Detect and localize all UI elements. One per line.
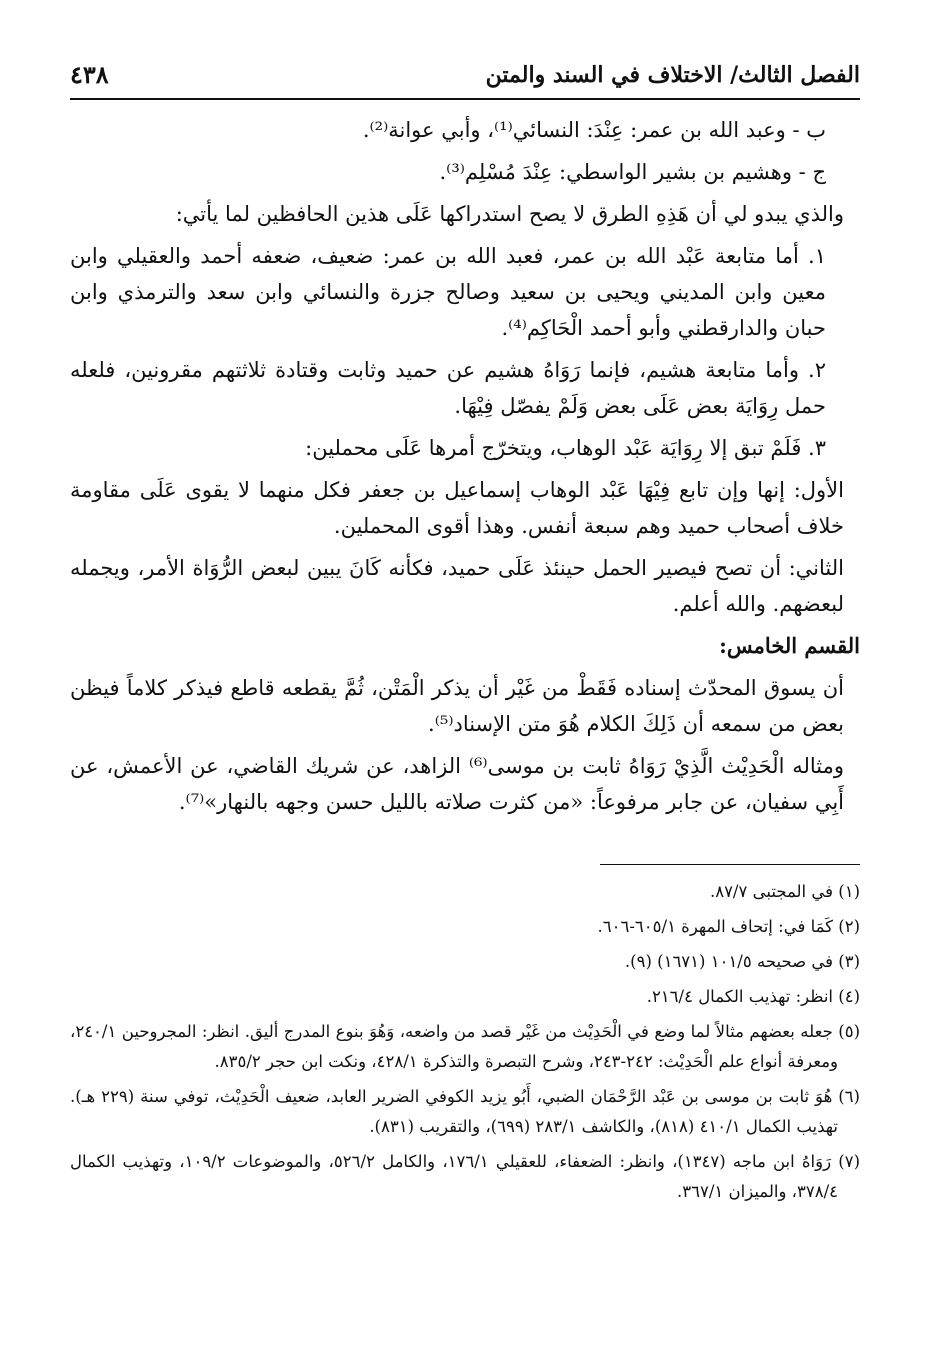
page-number: ٤٣٨ (70, 60, 109, 89)
footnote-2: (٢) كَمَا في: إتحاف المهرة ٦٠٥/١-٦٠٦. (597, 917, 860, 936)
footnote-6: (٦) هُوَ ثابت بن موسى بن عَبْد الرَّحْمَان الضبي، أَبُو يزيد الكوفي الضرير العابد، ضعيف الْحَدِيْث، توفي سنة (٢٢٩ هـ). تهذيب الكمال ٤١٠/١ (٨١٨)، والكاشف ٢٨٣/١ (٦٩٩)، والتقريب (٨٣١). (70, 1087, 860, 1136)
paragraph-b: ب - وعبد الله بن عمر: عِنْدَ: النسائي⁽¹⁾، وأبي عوانة⁽²⁾. (362, 118, 826, 142)
paragraph-second: الثاني: أن تصح فيصير الحمل حينئذ عَلَى حميد، فكأنه كَانَ يبين لبعض الرُّوَاة الأمر، ويجمله لبعضهم. والله أعلم. (70, 556, 844, 616)
footnote-3: (٣) في صحيحه ١٠١/٥ (١٦٧١) (٩). (624, 952, 860, 971)
footnotes (70, 877, 860, 1207)
footnote-divider (600, 864, 860, 865)
paragraph-point-3: ٣. فَلَمْ تبق إلا رِوَايَة عَبْد الوهاب، ويتخرّج أمرها عَلَى محملين: (305, 436, 826, 460)
book-page (70, 40, 860, 1330)
chapter-title: الفصل الثالث/ الاختلاف في السند والمتن (485, 62, 860, 88)
section-title: القسم الخامس: (719, 633, 860, 658)
footnote-1: (١) في المجتبى ٨٧/٧. (709, 882, 860, 901)
paragraph-j: ج - وهشيم بن بشير الواسطي: عِنْدَ مُسْلِم⁽³⁾. (439, 160, 826, 184)
footnote-4: (٤) انظر: تهذيب الكمال ٢١٦/٤. (646, 987, 860, 1006)
main-text (70, 112, 860, 820)
paragraph-point-2: ٢. وأما متابعة هشيم، فإنما رَوَاهُ هشيم عن حميد وثابت وقتادة ثلاثتهم مقرونين، فلعله حمل رِوَايَة بعض عَلَى بعض وَلَمْ يفصّل فِيْهَا. (70, 358, 826, 418)
paragraph-point-1: ١. أما متابعة عَبْد الله بن عمر، فعبد الله بن عمر: ضعيف، ضعفه أحمد والعقيلي وابن معين وابن المديني ويحيى بن سعيد وصالح جزرة والنسائي وابن سعد والترمذي وابن حبان والدارقطني وأبو أحمد الْحَاكِم⁽⁴⁾. (70, 244, 826, 340)
paragraph-example: ومثاله الْحَدِيْث الَّذِيْ رَوَاهُ ثابت بن موسى⁽⁶⁾ الزاهد، عن شريك القاضي، عن الأعمش، عن أَبِي سفيان، عن جابر مرفوعاً: «من كثرت صلاته بالليل حسن وجهه بالنهار»⁽⁷⁾. (70, 754, 844, 814)
paragraph-first: الأول: إنها وإن تابع فِيْهَا عَبْد الوهاب إسماعيل بن جعفر فكل منهما لا يقوى عَلَى مقاومة خلاف أصحاب حميد وهم سبعة أنفس. وهذا أقوى المحملين. (70, 478, 844, 538)
page-header (70, 40, 860, 100)
footnote-5: (٥) جعله بعضهم مثالاً لما وضع في الْحَدِيْث من غَيْر قصد من واضعه، وَهُوَ بنوع المدرج أليق. انظر: المجروحين ٢٤٠/١، ومعرفة أنواع علم الْحَدِيْث: ٢٤٢-٢٤٣، وشرح التبصرة والتذكرة ٤٢٨/١، ونكت ابن حجر ٨٣٥/٢. (70, 1022, 860, 1071)
footnote-7: (٧) رَوَاهُ ابن ماجه (١٣٤٧)، وانظر: الضعفاء، للعقيلي ١٧٦/١، والكامل ٥٢٦/٢، والموضوعات ١٠٩/٢، وتهذيب الكمال ٣٧٨/٤، والميزان ٣٦٧/١. (70, 1152, 861, 1201)
paragraph-section: أن يسوق المحدّث إسناده فَقَطْ من غَيْر أن يذكر الْمَتْن، ثُمَّ يقطعه قاطع فيذكر كلاماً فيظن بعض من سمعه أن ذَلِكَ الكلام هُوَ متن الإسناد⁽⁵⁾. (70, 676, 844, 736)
paragraph-intro: والذي يبدو لي أن هَذِهِ الطرق لا يصح استدراكها عَلَى هذين الحافظين لما يأتي: (175, 202, 844, 226)
